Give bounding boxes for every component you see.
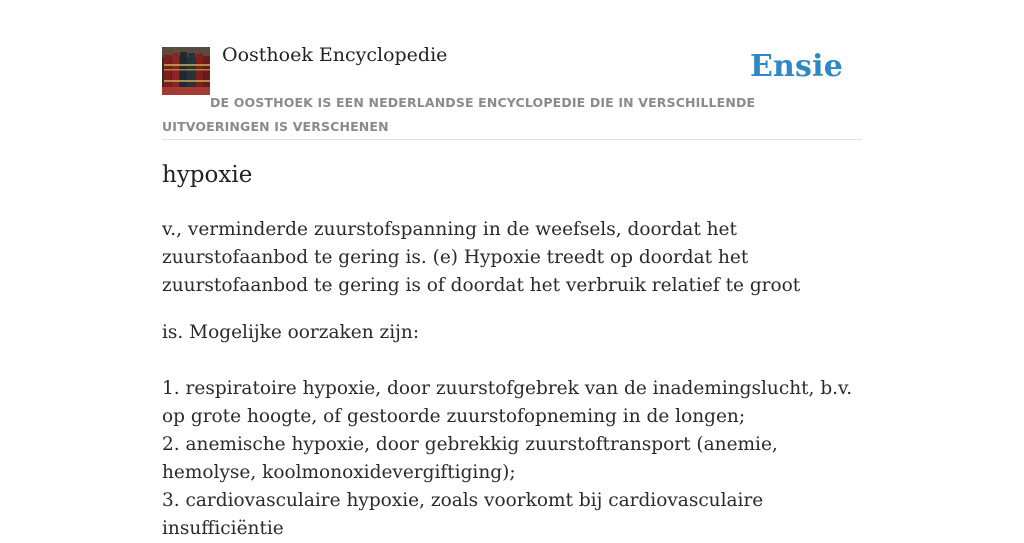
article-title: hypoxie bbox=[162, 162, 253, 188]
paragraph-spacer bbox=[162, 347, 862, 375]
list-item: 1. respiratoire hypoxie, door zuurstofgebrek van de inademingslucht, b.v. op grote hoogte, of gestoorde zuurstofopneming in de longen; bbox=[162, 378, 853, 427]
ensie-brand-link[interactable]: Ensie bbox=[749, 49, 843, 84]
site-title[interactable]: Oosthoek Encyclopedie bbox=[222, 44, 448, 66]
list-item: 2. anemische hypoxie, door gebrekkig zuurstoftransport (anemie, hemolyse, koolmonoxidevergiftiging); bbox=[162, 434, 778, 483]
content-container bbox=[162, 0, 862, 539]
article-intro: v., verminderde zuurstofspanning in de weefsels, doordat het zuurstofaanbod te gering is. (e) Hypoxie treedt op doordat het zuurstofaanbod te gering is of doordat het verbruik relatief te groot bbox=[162, 219, 801, 296]
causes-section bbox=[162, 319, 862, 543]
avatar-image bbox=[162, 47, 210, 95]
causes-intro: is. Mogelijke oorzaken zijn: bbox=[162, 322, 420, 343]
site-header bbox=[162, 0, 862, 140]
site-tagline: DE OOSTHOEK IS EEN NEDERLANDSE ENCYCLOPEDIE DIE IN VERSCHILLENDE UITVOERINGEN IS VERSCHENEN bbox=[162, 95, 756, 134]
encyclopedia-books-icon[interactable] bbox=[162, 47, 210, 95]
list-item: 3. cardiovasculaire hypoxie, zoals voorkomt bij cardiovasculaire insufficiëntie bbox=[162, 490, 764, 539]
